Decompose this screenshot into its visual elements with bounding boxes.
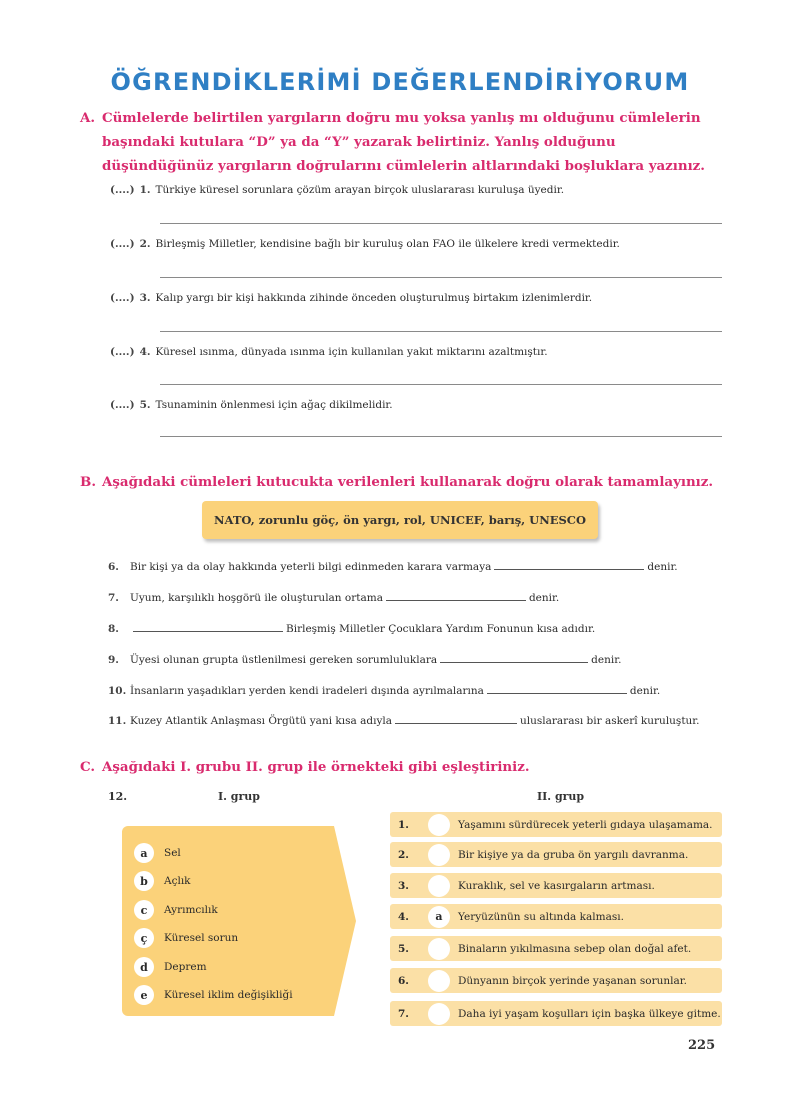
question-text-end: Birleşmiş Milletler Çocuklara Yardım Fonunun kısa adıdır. bbox=[286, 623, 596, 635]
answer-circle[interactable] bbox=[428, 970, 450, 992]
answer-box[interactable]: (....) bbox=[110, 184, 135, 196]
answer-box[interactable]: (....) bbox=[110, 399, 135, 411]
group-1-item bbox=[134, 843, 181, 863]
row-text: Kuraklık, sel ve kasırgaların artması. bbox=[458, 879, 655, 892]
fill-question-6 bbox=[108, 559, 678, 573]
question-text: Uyum, karşılıklı hoşgörü ile oluşturulan ortama bbox=[130, 592, 383, 604]
group-2-row bbox=[390, 936, 722, 961]
question-text: Bir kişi ya da olay hakkında yeterli bilgi edinmeden karara varmaya bbox=[130, 561, 492, 573]
item-key: b bbox=[134, 871, 154, 891]
answer-circle[interactable] bbox=[428, 814, 450, 836]
row-text: Daha iyi yaşam koşulları için başka ülkeye gitme. bbox=[458, 1007, 721, 1020]
fill-question-8 bbox=[108, 621, 595, 635]
question-number: 11. bbox=[108, 715, 127, 727]
row-text: Dünyanın birçok yerinde yaşanan sorunlar. bbox=[458, 974, 687, 987]
section-a-text: Cümlelerde belirtilen yargıların doğru mu yoksa yanlış mı olduğunu cümlelerin başındaki kutulara “D” ya da “Y” yazarak belirtiniz. Yanlış olduğunu düşündüğünüz yargıların doğrularını cümlelerin altlarındaki boşluklara yazınız. bbox=[102, 110, 705, 174]
row-text: Yeryüzünün su altında kalması. bbox=[458, 910, 624, 923]
answer-box[interactable]: (....) bbox=[110, 292, 135, 304]
item-text: Küresel sorun bbox=[164, 932, 239, 944]
question-text: Küresel ısınma, dünyada ısınma için kullanılan yakıt miktarını azaltmıştır. bbox=[155, 346, 548, 358]
answer-circle[interactable]: a bbox=[428, 906, 450, 928]
section-c-instruction bbox=[80, 755, 730, 779]
row-number: 2. bbox=[398, 848, 409, 861]
row-text: Bir kişiye ya da gruba ön yargılı davranma. bbox=[458, 848, 689, 861]
group-2-label: II. grup bbox=[537, 790, 585, 803]
row-number: 7. bbox=[398, 1007, 409, 1020]
question-text: Birleşmiş Milletler, kendisine bağlı bir kuruluş olan FAO ile ülkelere kredi vermektedir. bbox=[155, 238, 620, 250]
answer-line-2[interactable] bbox=[160, 277, 722, 278]
question-number: 4. bbox=[139, 346, 151, 358]
fill-blank[interactable] bbox=[487, 683, 627, 694]
question-number: 5. bbox=[139, 399, 151, 411]
group-2-row bbox=[390, 873, 722, 898]
item-text: Küresel iklim değişikliği bbox=[164, 989, 293, 1001]
question-text: Kuzey Atlantik Anlaşması Örgütü yani kısa adıyla bbox=[130, 715, 392, 727]
question-text-end: denir. bbox=[528, 592, 560, 604]
group-1-item bbox=[134, 957, 207, 977]
section-b-text: Aşağıdaki cümleleri kutucukta verilenleri kullanarak doğru olarak tamamlayınız. bbox=[102, 474, 714, 490]
question-5 bbox=[110, 399, 393, 411]
row-number: 6. bbox=[398, 974, 409, 987]
item-text: Sel bbox=[164, 847, 181, 859]
group-2-row bbox=[390, 904, 722, 929]
item-key: a bbox=[134, 843, 154, 863]
item-key: d bbox=[134, 957, 154, 977]
row-number: 5. bbox=[398, 942, 409, 955]
row-number: 3. bbox=[398, 879, 409, 892]
group-1-label: I. grup bbox=[218, 790, 260, 803]
question-1 bbox=[110, 184, 564, 196]
question-number: 8. bbox=[108, 623, 119, 635]
question-12-number: 12. bbox=[108, 790, 128, 803]
question-text: Türkiye küresel sorunlara çözüm arayan birçok uluslararası kuruluşa üyedir. bbox=[155, 184, 565, 196]
group-2-row bbox=[390, 812, 722, 837]
question-number: 2. bbox=[139, 238, 151, 250]
section-c-text: Aşağıdaki I. grubu II. grup ile örnekteki gibi eşleştiriniz. bbox=[102, 759, 530, 775]
answer-line-5[interactable] bbox=[160, 436, 722, 437]
answer-line-1[interactable] bbox=[160, 223, 722, 224]
page-number: 225 bbox=[688, 1038, 716, 1053]
group-2-row bbox=[390, 842, 722, 867]
item-text: Deprem bbox=[164, 961, 207, 973]
question-2 bbox=[110, 238, 620, 250]
section-b-instruction bbox=[80, 470, 730, 494]
row-text: Binaların yıkılmasına sebep olan doğal afet. bbox=[458, 942, 692, 955]
question-number: 6. bbox=[108, 561, 119, 573]
fill-blank[interactable] bbox=[440, 652, 588, 663]
question-number: 7. bbox=[108, 592, 119, 604]
fill-question-10 bbox=[108, 683, 660, 697]
fill-blank[interactable] bbox=[386, 590, 526, 601]
section-c-letter: C. bbox=[80, 759, 96, 775]
fill-blank[interactable] bbox=[395, 713, 517, 724]
question-number: 9. bbox=[108, 654, 119, 666]
question-text-end: denir. bbox=[591, 654, 622, 666]
group-1-item bbox=[134, 928, 238, 948]
section-b-letter: B. bbox=[80, 474, 96, 490]
question-text-end: denir. bbox=[629, 685, 661, 697]
fill-question-11 bbox=[108, 713, 700, 727]
fill-question-7 bbox=[108, 590, 559, 604]
answer-line-3[interactable] bbox=[160, 331, 722, 332]
question-number: 3. bbox=[139, 292, 151, 304]
group-2-row bbox=[390, 968, 722, 993]
question-text: Kalıp yargı bir kişi hakkında zihinde önceden oluşturulmuş birtakım izlenimlerdir. bbox=[155, 292, 593, 304]
question-text-end: uluslararası bir askerî kuruluştur. bbox=[520, 715, 700, 727]
question-number: 10. bbox=[108, 685, 127, 697]
row-number: 4. bbox=[398, 910, 409, 923]
word-bank: NATO, zorunlu göç, ön yargı, rol, UNICEF, barış, UNESCO bbox=[202, 501, 598, 539]
answer-box[interactable]: (....) bbox=[110, 346, 135, 358]
group-1-arrow bbox=[334, 826, 356, 1016]
answer-box[interactable]: (....) bbox=[110, 238, 135, 250]
item-key: c bbox=[134, 900, 154, 920]
question-text: İnsanların yaşadıkları yerden kendi iradeleri dışında ayrılmalarına bbox=[130, 685, 484, 697]
fill-blank[interactable] bbox=[133, 621, 283, 632]
question-text: Tsunaminin önlenmesi için ağaç dikilmelidir. bbox=[155, 399, 393, 411]
answer-circle[interactable] bbox=[428, 875, 450, 897]
row-number: 1. bbox=[398, 818, 409, 831]
answer-circle[interactable] bbox=[428, 1003, 450, 1025]
fill-blank[interactable] bbox=[494, 559, 644, 570]
group-2-row bbox=[390, 1001, 722, 1026]
item-text: Açlık bbox=[164, 875, 191, 887]
row-text: Yaşamını sürdürecek yeterli gıdaya ulaşamama. bbox=[458, 818, 713, 831]
answer-circle[interactable] bbox=[428, 844, 450, 866]
question-text-end: denir. bbox=[647, 561, 678, 573]
group-1-item bbox=[134, 985, 293, 1005]
question-3 bbox=[110, 292, 592, 304]
answer-circle[interactable] bbox=[428, 938, 450, 960]
section-a-instruction bbox=[80, 106, 730, 178]
group-1-item bbox=[134, 900, 218, 920]
item-key: ç bbox=[134, 928, 154, 948]
answer-line-4[interactable] bbox=[160, 384, 722, 385]
question-4 bbox=[110, 346, 548, 358]
item-text: Ayrımcılık bbox=[164, 904, 218, 916]
section-a-letter: A. bbox=[80, 110, 96, 126]
page-title: ÖĞRENDİKLERİMİ DEĞERLENDİRİYORUM bbox=[110, 68, 690, 96]
question-text: Üyesi olunan grupta üstlenilmesi gereken sorumluluklara bbox=[130, 654, 438, 666]
item-key: e bbox=[134, 985, 154, 1005]
question-number: 1. bbox=[139, 184, 151, 196]
fill-question-9 bbox=[108, 652, 621, 666]
group-1-item bbox=[134, 871, 191, 891]
